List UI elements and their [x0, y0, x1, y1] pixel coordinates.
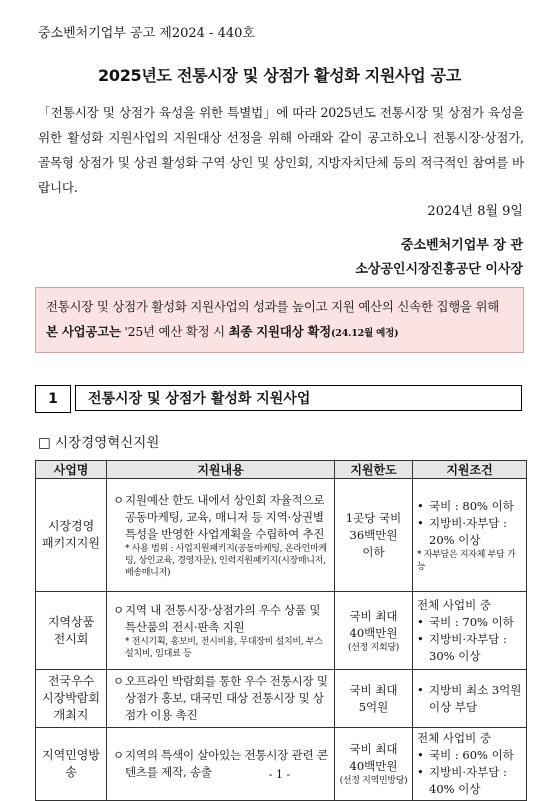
header-content: 지원내용 — [107, 461, 335, 479]
content-bullet — [113, 602, 328, 636]
signer-agency: 소상공인시장진흥공단 이사장 — [355, 262, 523, 277]
limit-amount: 국비 최대 5억원 — [349, 682, 398, 714]
condition-item — [417, 515, 522, 549]
page-title: 2025년도 전통시장 및 상점가 활성화 지원사업 공고 — [98, 66, 461, 85]
announcement-date: 2024년 8월 9일 — [427, 204, 523, 219]
header-program: 사업명 — [36, 461, 107, 479]
program-name: 시장경영 패키지지원 — [36, 479, 107, 592]
condition-text: 국비 : 70% 이하 — [429, 614, 514, 629]
limit-amount: 국비 최대 40백만원 — [349, 608, 398, 640]
condition-text: 지방비 최소 3억원 이상 부담 — [429, 682, 522, 714]
subsection-title: □ 시장경영혁신지원 — [38, 435, 160, 451]
header-condition: 지원조건 — [413, 461, 527, 479]
condition-head: 전체 사업비 중 — [417, 731, 491, 745]
table-row — [36, 479, 527, 592]
condition-bullet: • — [417, 614, 424, 629]
content-bullet — [113, 492, 328, 543]
section-header — [35, 385, 524, 413]
program-condition — [413, 670, 527, 728]
condition-item — [417, 614, 522, 631]
condition-item — [417, 747, 522, 764]
condition-text: 지방비·자부담 : 20% 이상 — [429, 515, 507, 547]
notice-box-text-1: 전통시장 및 상점가 활성화 지원사업의 성과를 높이고 지원 예산의 신속한 집행을 위해 — [46, 299, 500, 314]
program-name: 지역상품 전시회 — [36, 592, 107, 670]
table-body — [36, 479, 527, 801]
program-content — [107, 670, 335, 728]
notice-box-text-2: 본 사업공고는 — [46, 324, 121, 339]
condition-text: 지방비·자부담 : 40% 이상 — [429, 765, 507, 796]
table-header-row — [36, 461, 527, 479]
program-content — [107, 728, 335, 801]
content-text: 지원예산 한도 내에서 상인회 자율적으로 공동마케팅, 교육, 매니저 등 지역·상권별 특성을 반영한 사업계획을 수립하여 추진 — [125, 492, 325, 541]
condition-head: 전체 사업비 중 — [417, 597, 491, 612]
section-title: 전통시장 및 상점가 활성화 지원사업 — [75, 385, 522, 411]
limit-note: (선정 지역민방당) — [339, 776, 408, 786]
content-note: * 전시기획, 홍보비, 전시비용, 무대장비 설치비, 부스설치비, 임대료 등 — [125, 636, 323, 659]
intro-paragraph: 「전통시장 및 상점가 육성을 위한 특별법」에 따라 2025년도 전통시장 및 상점가 육성을 위한 활성화 지원사업의 지원대상 선정을 위해 아래와 같이 공고하오니 전통시장·상점가, 골목형 상점가 및 상권 활성화 구역 상인 및 상인회, 지방자치단체 등의 적극적인 참여를 바랍니다. — [38, 105, 524, 195]
header-limit: 지원한도 — [335, 461, 413, 479]
program-limit — [335, 670, 413, 728]
table-row — [36, 592, 527, 670]
condition-bullet: • — [417, 515, 424, 530]
program-limit — [335, 728, 413, 801]
content-text: 지역의 특색이 살아있는 전통시장 관련 콘텐츠를 제작, 송출 — [125, 748, 328, 779]
program-condition — [413, 728, 527, 801]
program-content — [107, 479, 335, 592]
condition-item — [417, 682, 522, 716]
bullet-mark: ㅇ — [113, 674, 124, 688]
condition-bullet: • — [417, 631, 424, 646]
page-number: - 1 - — [268, 768, 291, 781]
condition-text: 국비 : 80% 이하 — [429, 498, 514, 513]
bullet-mark: ㅇ — [113, 602, 124, 617]
limit-amount: 국비 최대 40백만원 — [349, 742, 398, 773]
section-number: 1 — [35, 385, 71, 413]
content-text: 지역 내 전통시장·상점가의 우수 상품 및 특산품의 전시·판촉 지원 — [125, 602, 321, 634]
notice-box-text-3: '25년 예산 확정 시 — [120, 324, 229, 339]
content-text: 오프라인 박람회를 통한 우수 전통시장 및 상점가 홍보, 대국민 대상 전통시장 및 상점가 이용 촉진 — [125, 674, 328, 722]
condition-bullet: • — [417, 498, 424, 513]
table-row — [36, 728, 527, 801]
condition-item — [417, 498, 522, 515]
limit-note: (선정 지회당) — [348, 642, 399, 653]
program-condition — [413, 592, 527, 670]
condition-bullet: • — [417, 682, 424, 697]
condition-bullet: • — [417, 765, 424, 779]
notice-number: 중소벤처기업부 공고 제2024 - 440호 — [38, 26, 255, 41]
support-table — [35, 460, 527, 801]
bullet-mark: ㅇ — [113, 492, 124, 507]
program-limit — [335, 592, 413, 670]
condition-text: 국비 : 60% 이하 — [429, 748, 514, 762]
bullet-mark: ㅇ — [113, 748, 124, 762]
notice-box-text-5: (24.12월 예정) — [331, 328, 399, 339]
condition-text: 지방비·자부담 : 30% 이상 — [429, 631, 507, 663]
signer-ministry: 중소벤처기업부 장 관 — [400, 238, 523, 253]
condition-bullet: • — [417, 748, 424, 762]
program-content — [107, 592, 335, 670]
program-condition — [413, 479, 527, 592]
limit-amount: 1곳당 국비 36백만원 이하 — [345, 510, 402, 559]
condition-item — [417, 631, 522, 665]
program-name: 전국우수 시장박람회 개최지 — [36, 670, 107, 728]
notice-box-text-4: 최종 지원대상 확정 — [228, 324, 332, 339]
condition-note: * 자부담은 지자체 부담 가능 — [417, 549, 516, 572]
table-row — [36, 670, 527, 728]
content-bullet — [113, 673, 328, 724]
program-name: 지역민영방송 — [36, 728, 107, 801]
content-note: * 사용 범위 : 사업지원패키지(공동마케팅, 온라인마케팅, 상인교육, 경영자문), 인력지원패키지(시장매니저, 배송매니저) — [125, 543, 327, 578]
program-limit — [335, 479, 413, 592]
notice-box — [35, 287, 524, 353]
